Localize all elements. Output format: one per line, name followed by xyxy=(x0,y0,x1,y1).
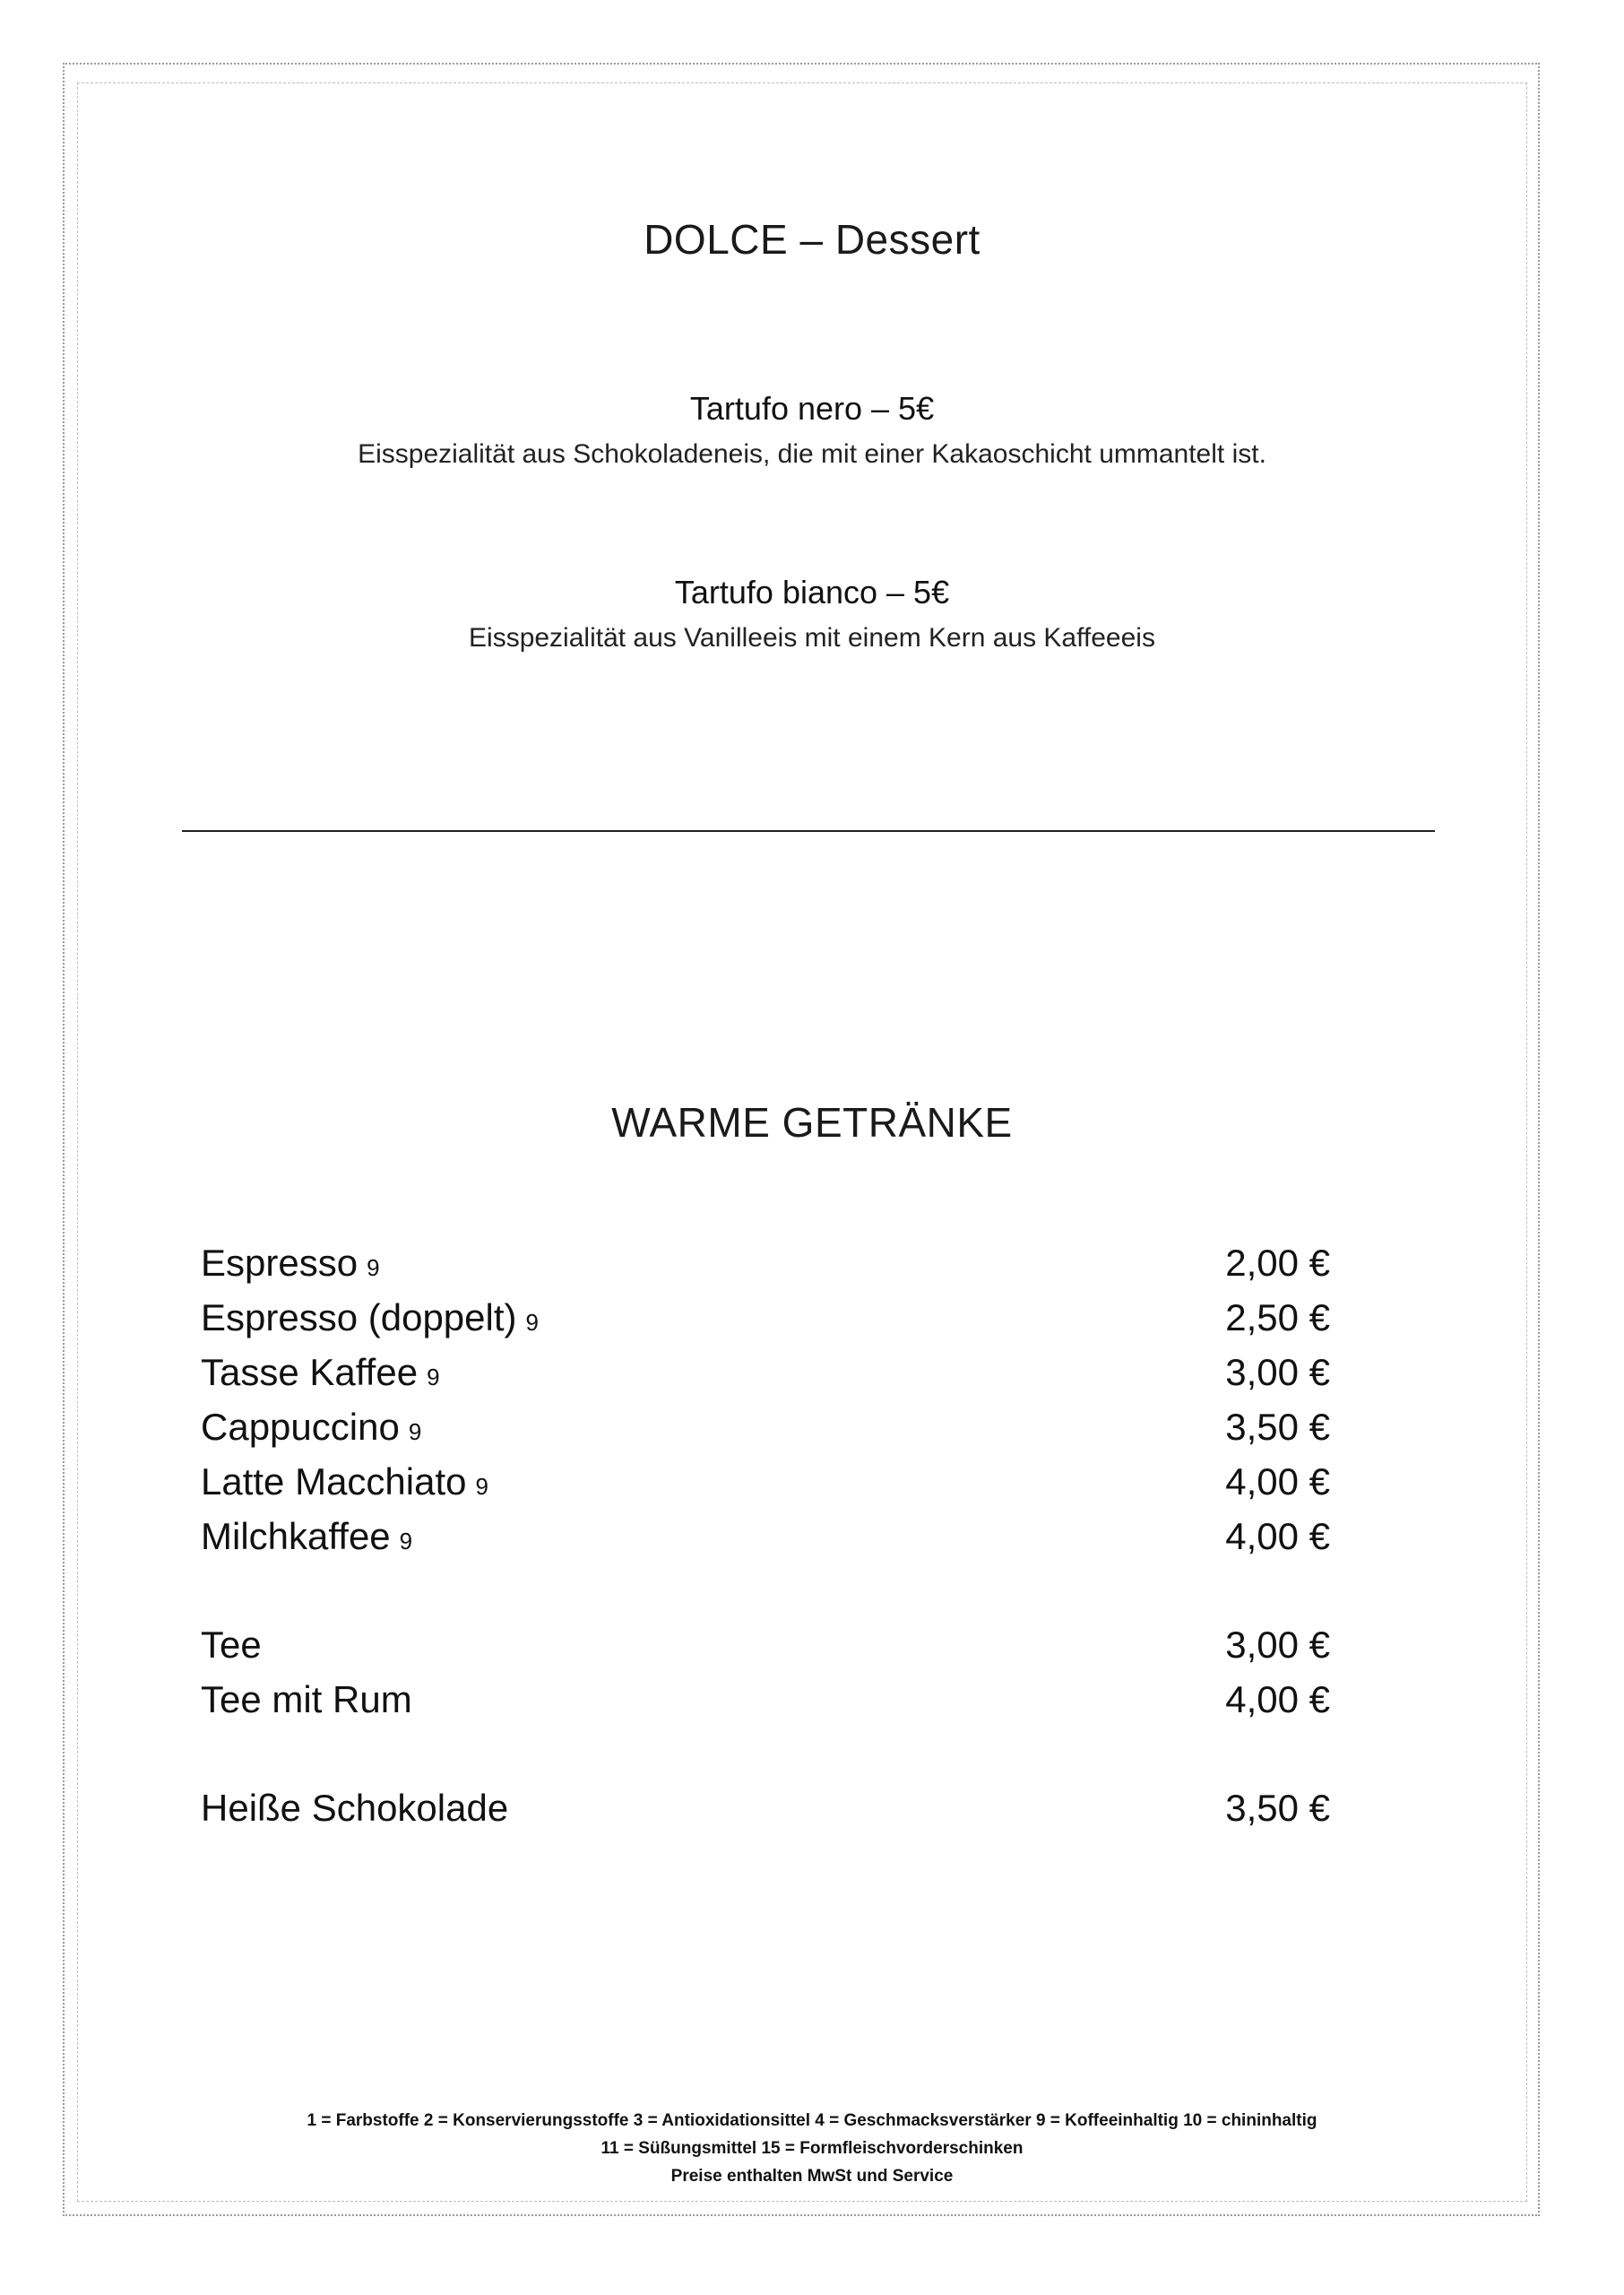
drink-row xyxy=(201,1406,1330,1460)
drink-row xyxy=(201,1296,1330,1351)
drink-group xyxy=(201,1624,1330,1733)
warm-drinks-list xyxy=(201,1242,1330,1895)
drink-name-wrap xyxy=(201,1296,539,1339)
drink-price: 3,00 € xyxy=(1225,1624,1330,1666)
drink-group xyxy=(201,1787,1330,1841)
dessert-item-description: Eisspezialität aus Schokoladeneis, die mit einer Kakaoschicht ummantelt ist. xyxy=(358,439,1266,469)
drink-name-wrap xyxy=(201,1351,440,1394)
footer-allergen-legend: 1 = Farbstoffe 2 = Konservierungsstoffe 3 = Antioxidationsittel 4 = Geschmacksverstärker 9 = Koffeeinhaltig 10 = chininhaltig xyxy=(307,2111,1317,2130)
allergen-note: 9 xyxy=(367,1254,380,1281)
allergen-note: 9 xyxy=(475,1473,488,1500)
allergen-note: 9 xyxy=(427,1364,440,1390)
drink-name: Espresso (doppelt) xyxy=(201,1296,517,1338)
dessert-item-name: Tartufo nero – 5€ xyxy=(689,390,935,427)
drink-price: 4,00 € xyxy=(1225,1678,1330,1720)
drink-name-wrap xyxy=(201,1460,488,1503)
drink-name: Milchkaffee xyxy=(201,1515,391,1557)
drink-group xyxy=(201,1242,1330,1570)
drink-name-wrap xyxy=(201,1406,421,1449)
drink-price: 4,00 € xyxy=(1225,1460,1330,1503)
dessert-item-description: Eisspezialität aus Vanilleeis mit einem Kern aus Kaffeeeis xyxy=(469,623,1155,653)
warm-drinks-section-title: WARME GETRÄNKE xyxy=(611,1099,1013,1146)
drink-name: Tee mit Rum xyxy=(201,1678,412,1720)
drink-row xyxy=(201,1351,1330,1406)
drink-row xyxy=(201,1678,1330,1733)
drink-row xyxy=(201,1242,1330,1296)
drink-row xyxy=(201,1787,1330,1841)
drink-name: Heiße Schokolade xyxy=(201,1787,509,1829)
dessert-section-title: DOLCE – Dessert xyxy=(644,216,980,263)
drink-price: 2,50 € xyxy=(1225,1296,1330,1338)
drink-name-wrap xyxy=(201,1515,412,1558)
drink-price: 3,00 € xyxy=(1225,1351,1330,1393)
drink-name: Tee xyxy=(201,1624,262,1666)
drink-name: Cappuccino xyxy=(201,1406,400,1448)
drink-price: 2,00 € xyxy=(1225,1242,1330,1284)
drink-price: 3,50 € xyxy=(1225,1406,1330,1448)
footer-price-note: Preise enthalten MwSt und Service xyxy=(670,2167,954,2186)
allergen-note: 9 xyxy=(408,1418,422,1445)
footer-allergen-legend-2: 11 = Süßungsmittel 15 = Formfleischvorderschinken xyxy=(600,2139,1024,2158)
allergen-note: 9 xyxy=(399,1528,413,1555)
drink-name-wrap xyxy=(201,1242,380,1285)
drink-name: Latte Macchiato xyxy=(201,1460,467,1503)
drink-price: 4,00 € xyxy=(1225,1515,1330,1557)
drink-price: 3,50 € xyxy=(1225,1787,1330,1829)
drink-row xyxy=(201,1515,1330,1570)
drink-name: Espresso xyxy=(201,1242,358,1284)
dessert-item-name: Tartufo bianco – 5€ xyxy=(674,574,950,611)
section-divider xyxy=(182,830,1435,832)
drink-row xyxy=(201,1624,1330,1678)
allergen-note: 9 xyxy=(525,1309,539,1336)
drink-name: Tasse Kaffee xyxy=(201,1351,419,1393)
drink-row xyxy=(201,1460,1330,1515)
